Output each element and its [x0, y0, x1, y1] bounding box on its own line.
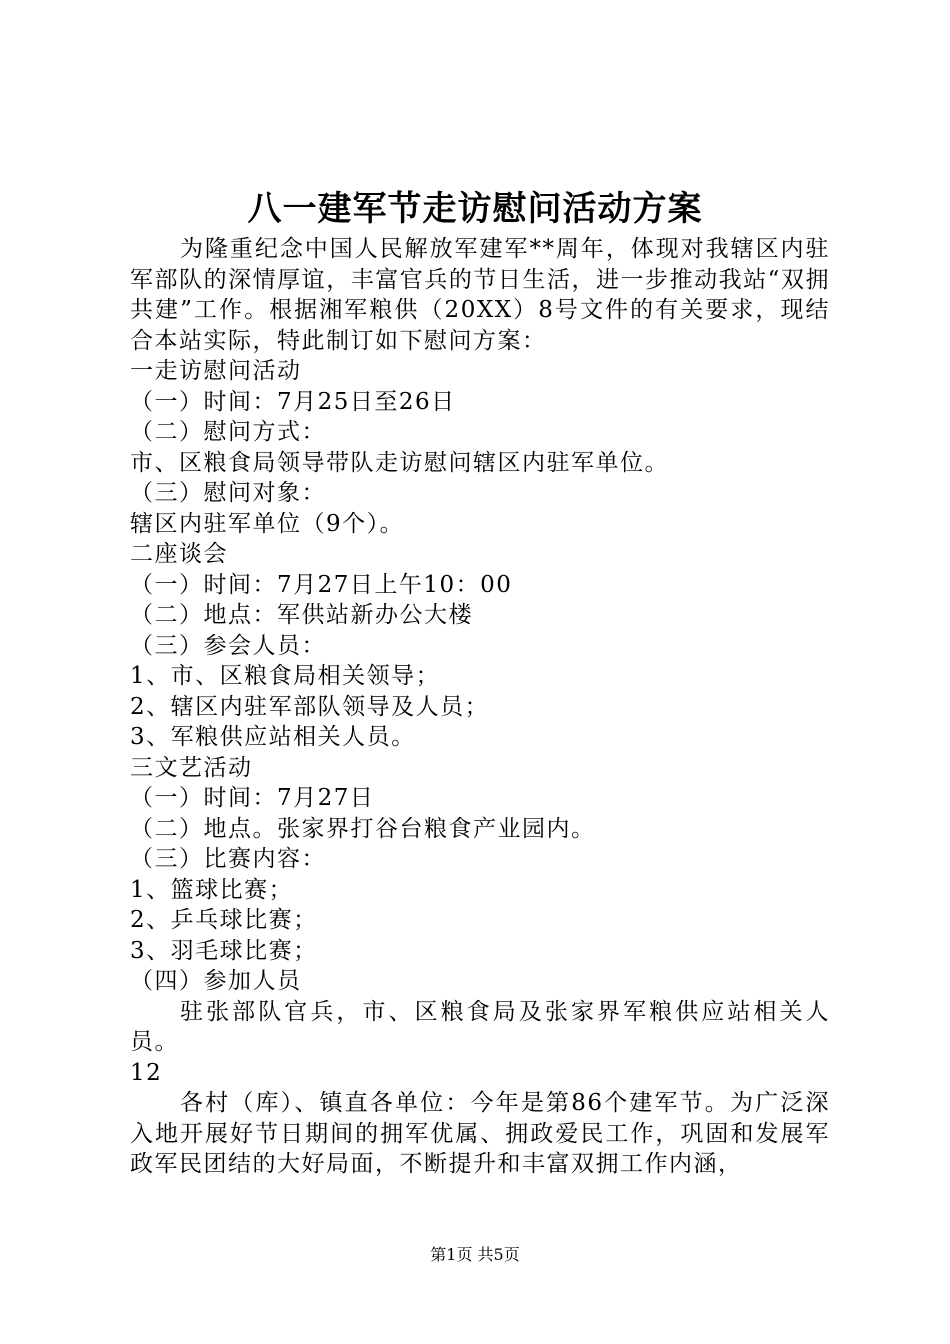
- section-heading-meeting: 二座谈会: [130, 541, 228, 567]
- activity-content-item: 2、乒乓球比赛；: [130, 907, 318, 933]
- visit-time: （一）时间：7月25日至26日: [130, 388, 456, 415]
- activity-location: （二）地点。张家界打谷台粮食产业园内。: [130, 815, 596, 842]
- meeting-attendee-item: 1、市、区粮食局相关领导；: [130, 663, 441, 689]
- activity-content-item: 3、羽毛球比赛；: [130, 937, 318, 964]
- activity-content-label: （三）比赛内容：: [130, 846, 326, 872]
- intro-paragraph: 为隆重纪念中国人民解放军建军**周年，体现对我辖区内驻军部队的深情厚谊，丰富官兵的节日生活，进一步推动我站“双拥共建”工作。根据湘军粮供（20XX）8号文件的有关要求，现结合本站实际，特此制订如下慰问方案：: [130, 236, 830, 354]
- number-line: 12: [130, 1059, 163, 1086]
- meeting-time: （一）时间：7月27日上午10：00: [130, 571, 513, 598]
- activity-participants-label: （四）参加人员: [130, 968, 302, 994]
- visit-method-label: （二）慰问方式：: [130, 419, 326, 445]
- visit-method-text: 市、区粮食局领导带队走访慰问辖区内驻军单位。: [130, 449, 669, 476]
- meeting-location: （二）地点：军供站新办公大楼: [130, 602, 473, 628]
- activity-content-item: 1、篮球比赛；: [130, 876, 294, 903]
- section-heading-activities: 三文艺活动: [130, 754, 253, 781]
- page-footer: 第1页 共5页: [430, 1245, 520, 1264]
- activity-participants-text: 驻张部队官兵，市、区粮食局及张家界军粮供应站相关人员。: [130, 998, 830, 1055]
- visit-target-text: 辖区内驻军单位（9个）。: [130, 510, 405, 537]
- section-heading-visit: 一走访慰问活动: [130, 358, 302, 384]
- closing-paragraph: 各村（库）、镇直各单位：今年是第86个建军节。为广泛深入地开展好节日期间的拥军优属、拥政爱民工作，巩固和发展军政军民团结的大好局面，不断提升和丰富双拥工作内涵，: [130, 1090, 830, 1177]
- meeting-attendee-item: 3、军粮供应站相关人员。: [130, 724, 416, 750]
- visit-target-label: （三）慰问对象：: [130, 480, 326, 506]
- meeting-attendee-item: 2、辖区内驻军部队领导及人员；: [130, 693, 490, 720]
- activity-time: （一）时间：7月27日: [130, 785, 375, 811]
- meeting-attendees-label: （三）参会人员：: [130, 632, 326, 659]
- document-title: 八一建军节走访慰问活动方案: [247, 189, 703, 229]
- document-body: [130, 234, 830, 1180]
